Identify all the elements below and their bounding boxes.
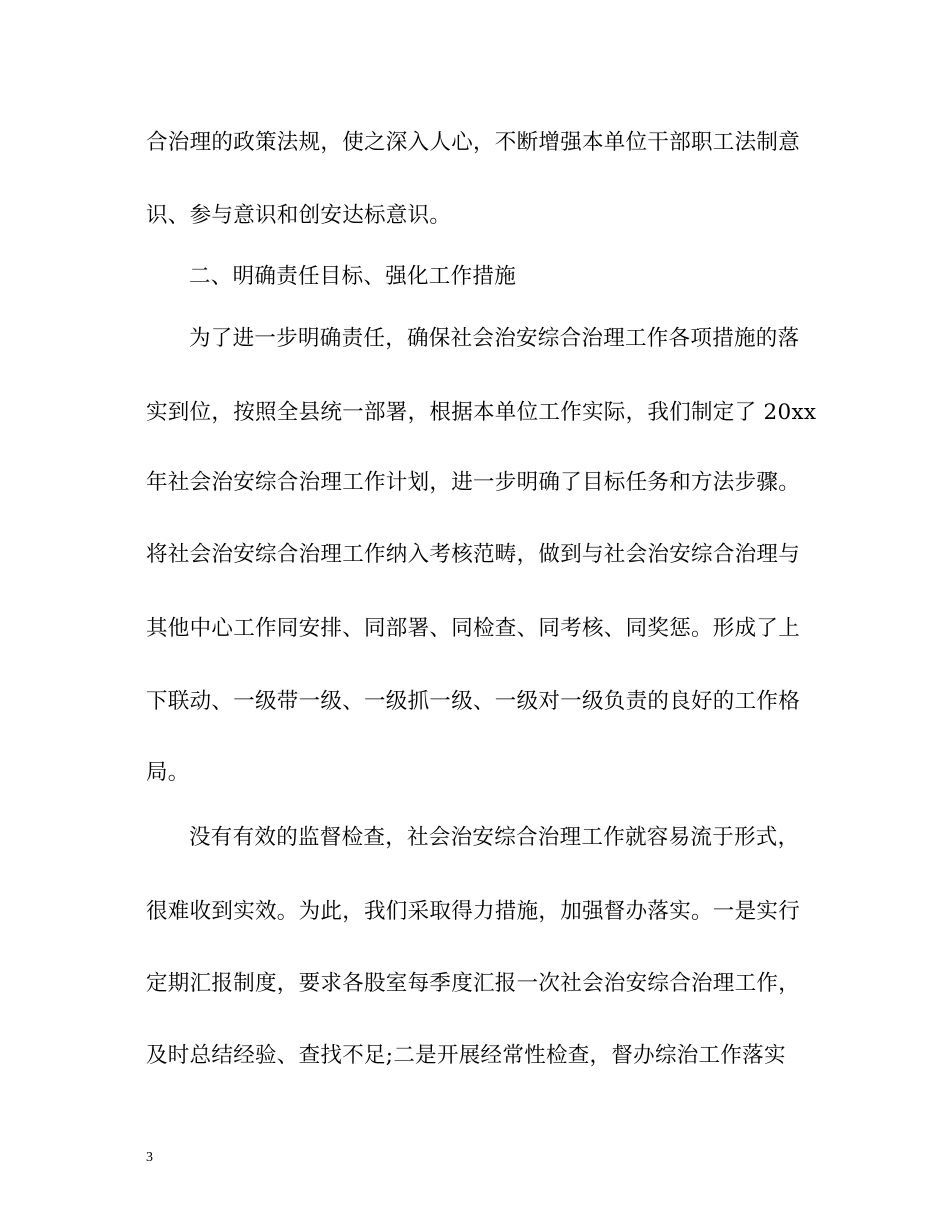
body-text-line: 年社会治安综合治理工作计划，进一步明确了目标任务和方法步骤。: [146, 470, 801, 495]
body-text-line: 局。: [146, 760, 190, 785]
body-text-line: 合治理的政策法规，使之深入人心，不断增强本单位干部职工法制意: [146, 130, 801, 155]
body-text-line: 其他中心工作同安排、同部署、同检查、同考核、同奖惩。形成了上: [146, 616, 801, 641]
page-number: 3: [146, 1150, 153, 1165]
paragraph-first-line: 为了进一步明确责任，确保社会治安综合治理工作各项措施的落: [189, 326, 800, 351]
body-text-line: 及时总结经验、查找不足;二是开展经常性检查，督办综治工作落实: [146, 1043, 786, 1068]
body-text-line: 实到位，按照全县统一部署，根据本单位工作实际，我们制定了 20xx: [146, 400, 817, 425]
body-text-line: 下联动、一级带一级、一级抓一级、一级对一级负责的良好的工作格: [146, 689, 801, 714]
body-text-line: 将社会治安综合治理工作纳入考核范畴，做到与社会治安综合治理与: [146, 542, 801, 567]
section-heading: 二、明确责任目标、强化工作措施: [189, 264, 517, 289]
body-text-line: 识、参与意识和创安达标意识。: [146, 203, 452, 228]
body-text-line: 很难收到实效。为此，我们采取得力措施，加强督办落实。一是实行: [146, 899, 801, 924]
paragraph-first-line: 没有有效的监督检查，社会治安综合治理工作就容易流于形式，: [189, 825, 800, 850]
body-text-line: 定期汇报制度，要求各股室每季度汇报一次社会治安综合治理工作，: [146, 971, 801, 996]
